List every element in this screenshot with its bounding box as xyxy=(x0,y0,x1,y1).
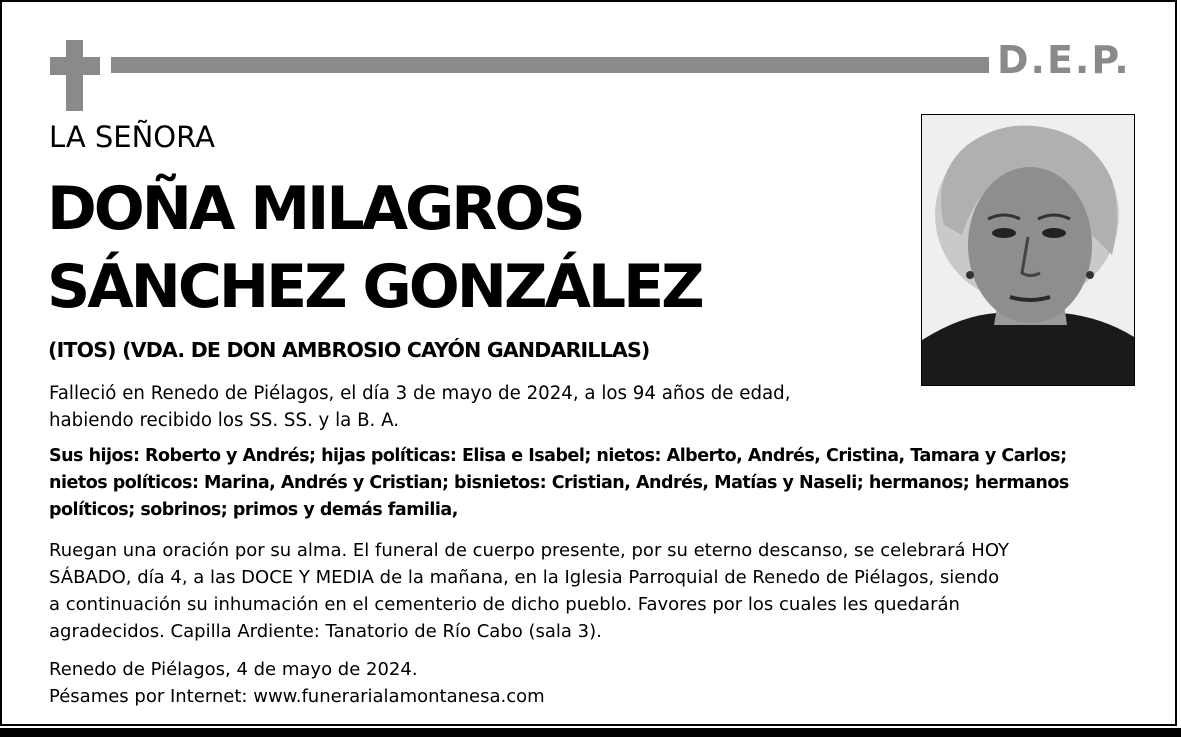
death-notice-line: Falleció en Renedo de Piélagos, el día 3 de mayo de 2024, a los 94 años de edad, xyxy=(49,383,791,404)
place-date: Renedo de Piélagos, 4 de mayo de 2024. xyxy=(49,659,418,680)
death-notice-line: habiendo recibido los SS. SS. y la B. A. xyxy=(49,410,400,431)
funeral-line: SÁBADO, día 4, a las DOCE Y MEDIA de la mañana, en la Iglesia Parroquial de Renedo de Piélagos, siendo xyxy=(49,567,1000,588)
closing-block xyxy=(49,656,545,710)
portrait-photo xyxy=(921,114,1135,386)
funeral-details xyxy=(49,537,1009,645)
funeral-line: a continuación su inhumación en el cementerio de dicho pueblo. Favores por los cuales les quedarán xyxy=(49,594,960,615)
title-prefix: LA SEÑORA xyxy=(49,120,215,154)
condolences-link[interactable]: Pésames por Internet: www.funerarialamontanesa.com xyxy=(49,686,545,707)
bottom-rule xyxy=(0,728,1181,737)
funeral-line: agradecidos. Capilla Ardiente: Tanatorio de Río Cabo (sala 3). xyxy=(49,621,602,642)
death-notice xyxy=(49,380,791,434)
name-line-1: DOÑA MILAGROS xyxy=(47,174,583,244)
header-rule xyxy=(111,57,989,73)
cross-icon-bar xyxy=(50,57,100,75)
nickname-widow-line: (ITOS) (VDA. DE DON AMBROSIO CAYÓN GANDARILLAS) xyxy=(48,338,650,362)
funeral-line: Ruegan una oración por su alma. El funeral de cuerpo presente, por su eterno descanso, se celebrará HOY xyxy=(49,540,1009,561)
dep-label: D.E.P. xyxy=(997,38,1131,82)
cross-icon xyxy=(66,40,83,111)
family-line: Sus hijos: Roberto y Andrés; hijas políticas: Elisa e Isabel; nietos: Alberto, Andrés, Cristina, Tamara y Carlos; xyxy=(49,446,1067,466)
deceased-name xyxy=(47,170,702,326)
name-line-2: SÁNCHEZ GONZÁLEZ xyxy=(47,252,702,322)
family-line: políticos; sobrinos; primos y demás familia, xyxy=(49,500,458,520)
portrait-image xyxy=(922,115,1134,385)
family-list xyxy=(49,443,1069,524)
family-line: nietos políticos: Marina, Andrés y Cristian; bisnietos: Cristian, Andrés, Matías y Naseli; hermanos; hermanos xyxy=(49,473,1069,493)
